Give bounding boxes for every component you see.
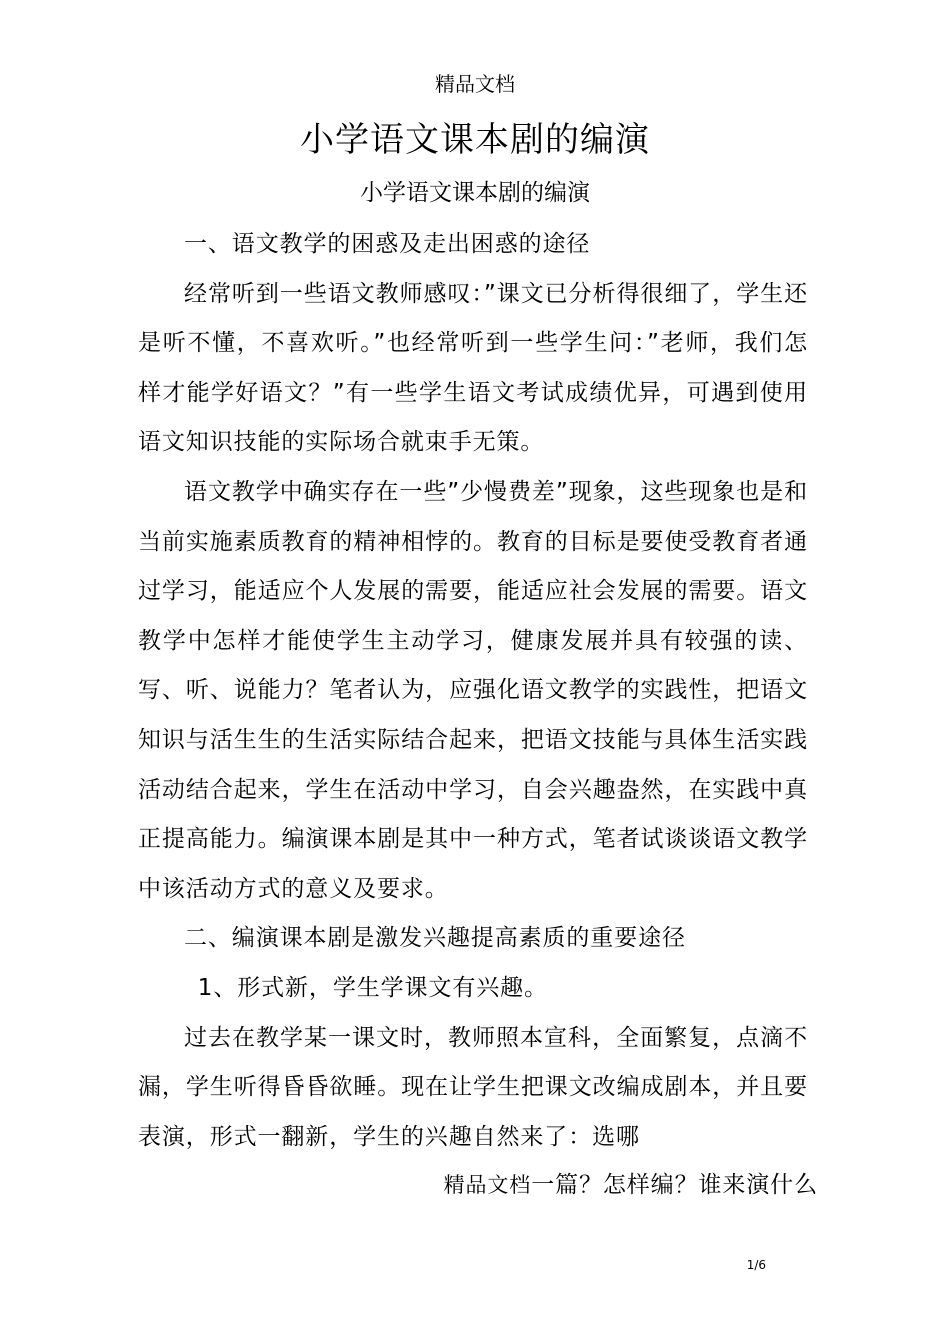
paragraph: 过去在教学某一课文时，教师照本宣科，全面繁复，点滴不漏，学生听得昏昏欲睡。现在让学生把课文改编成剧本，并且要表演，形式一翻新，学生的兴趣自然来了：选哪 <box>138 1024 808 1150</box>
section-heading-2: 二、编演课本剧是激发兴趣提高素质的重要途径 <box>184 925 686 952</box>
list-item-1: 1、形式新，学生学课文有兴趣。 <box>197 974 548 1001</box>
page-number: 1/6 <box>746 1258 766 1272</box>
document-body <box>138 220 808 1162</box>
page-subtitle: 小学语文课本剧的编演 <box>360 180 590 206</box>
footer-watermark: 精品文档 <box>443 1173 532 1197</box>
page-title: 小学语文课本剧的编演 <box>300 120 650 160</box>
paragraph: 经常听到一些语文教师感叹：”课文已分析得很细了，学生还是听不懂，不喜欢听。”也经常听到一些学生问：”老师，我们怎样才能学好语文？”有一些学生语文考试成绩优异，可遇到使用语文知识技能的实际场合就束手无策。 <box>138 280 808 456</box>
section-heading-1: 一、语文教学的困惑及走出困惑的途径 <box>184 231 591 257</box>
footer-line <box>444 1166 818 1199</box>
footer-continuation-text: 一篇？怎样编？谁来演什么 <box>531 1172 818 1198</box>
paragraph: 语文教学中确实存在一些”少慢费差”现象，这些现象也是和当前实施素质教育的精神相悖的。教育的目标是要使受教育者通过学习，能适应个人发展的需要，能适应社会发展的需要。语文教学中怎样才能使学生主动学习，健康发展并具有较强的读、写、听、说能力？笔者认为，应强化语文教学的实践性，把语文知识与活生生的生活实际结合起来，把语文技能与具体生活实践活动结合起来，学生在活动中学习，自会兴趣盎然，在实践中真正提高能力。编演课本剧是其中一种方式，笔者试谈谈语文教学中该活动方式的意义及要求。 <box>138 478 808 902</box>
header-watermark: 精品文档 <box>435 72 515 96</box>
